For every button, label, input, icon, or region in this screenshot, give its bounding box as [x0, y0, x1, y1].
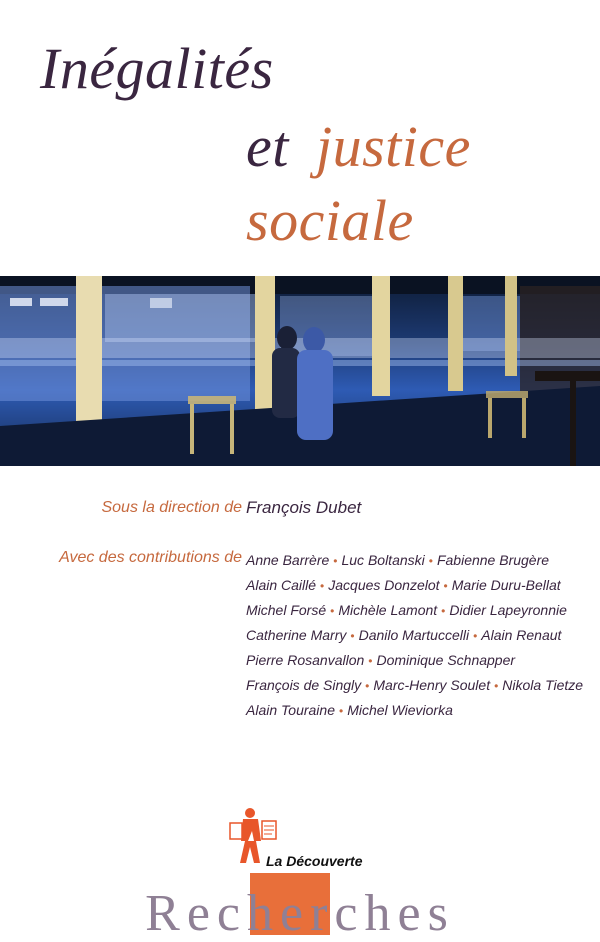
title-line-2-justice: justice: [316, 114, 471, 179]
bullet-separator: •: [494, 679, 499, 693]
contributor-name: Marc-Henry Soulet: [373, 677, 491, 693]
contributor-name: Michel Wieviorka: [347, 702, 453, 718]
contributor-name: Jacques Donzelot: [328, 577, 440, 593]
bullet-separator: •: [350, 629, 355, 643]
contributor-row: [246, 673, 596, 698]
contributor-name: Anne Barrère: [246, 552, 330, 568]
contributor-name: Pierre Rosanvallon: [246, 652, 365, 668]
bullet-separator: •: [330, 604, 335, 618]
director-name: François Dubet: [246, 498, 362, 517]
title-line-2-et: et: [246, 114, 289, 179]
series-name: Recherches: [145, 885, 455, 942]
bullet-separator: •: [441, 604, 446, 618]
contributor-row: [246, 548, 596, 573]
bullet-separator: •: [320, 579, 325, 593]
cover-photo: [0, 276, 600, 466]
contributor-name: Catherine Marry: [246, 627, 347, 643]
contributor-name: Nikola Tietze: [502, 677, 584, 693]
title-line-3: sociale: [246, 188, 414, 253]
bullet-separator: •: [443, 579, 448, 593]
contributor-name: Danilo Martuccelli: [358, 627, 470, 643]
contributor-name: Luc Boltanski: [341, 552, 425, 568]
bullet-separator: •: [365, 679, 370, 693]
contributor-name: Alain Renaut: [481, 627, 562, 643]
contributor-name: Michel Forsé: [246, 602, 327, 618]
contributor-row: [246, 598, 596, 623]
contributions-label: Avec des contributions de: [59, 549, 242, 566]
contributor-row: [246, 573, 596, 598]
publisher-name: La Découverte: [266, 853, 363, 869]
title-line-1: Inégalités: [40, 36, 274, 101]
contributor-row: [246, 698, 596, 723]
direction-label: Sous la direction de: [101, 499, 242, 516]
contributor-row: [246, 623, 596, 648]
contributor-name: Michèle Lamont: [338, 602, 438, 618]
contributor-row: [246, 648, 596, 673]
contributor-name: Dominique Schnapper: [376, 652, 516, 668]
contributor-name: Marie Duru-Bellat: [451, 577, 561, 593]
contributor-name: François de Singly: [246, 677, 362, 693]
bullet-separator: •: [473, 629, 478, 643]
bullet-separator: •: [428, 554, 433, 568]
contributor-name: Fabienne Brugère: [436, 552, 550, 568]
contributor-name: Didier Lapeyronnie: [449, 602, 567, 618]
bullet-separator: •: [339, 704, 344, 718]
bullet-separator: •: [368, 654, 373, 668]
bullet-separator: •: [333, 554, 338, 568]
contributors-list: [246, 548, 596, 723]
contributor-name: Alain Caillé: [246, 577, 317, 593]
contributor-name: Alain Touraine: [246, 702, 335, 718]
